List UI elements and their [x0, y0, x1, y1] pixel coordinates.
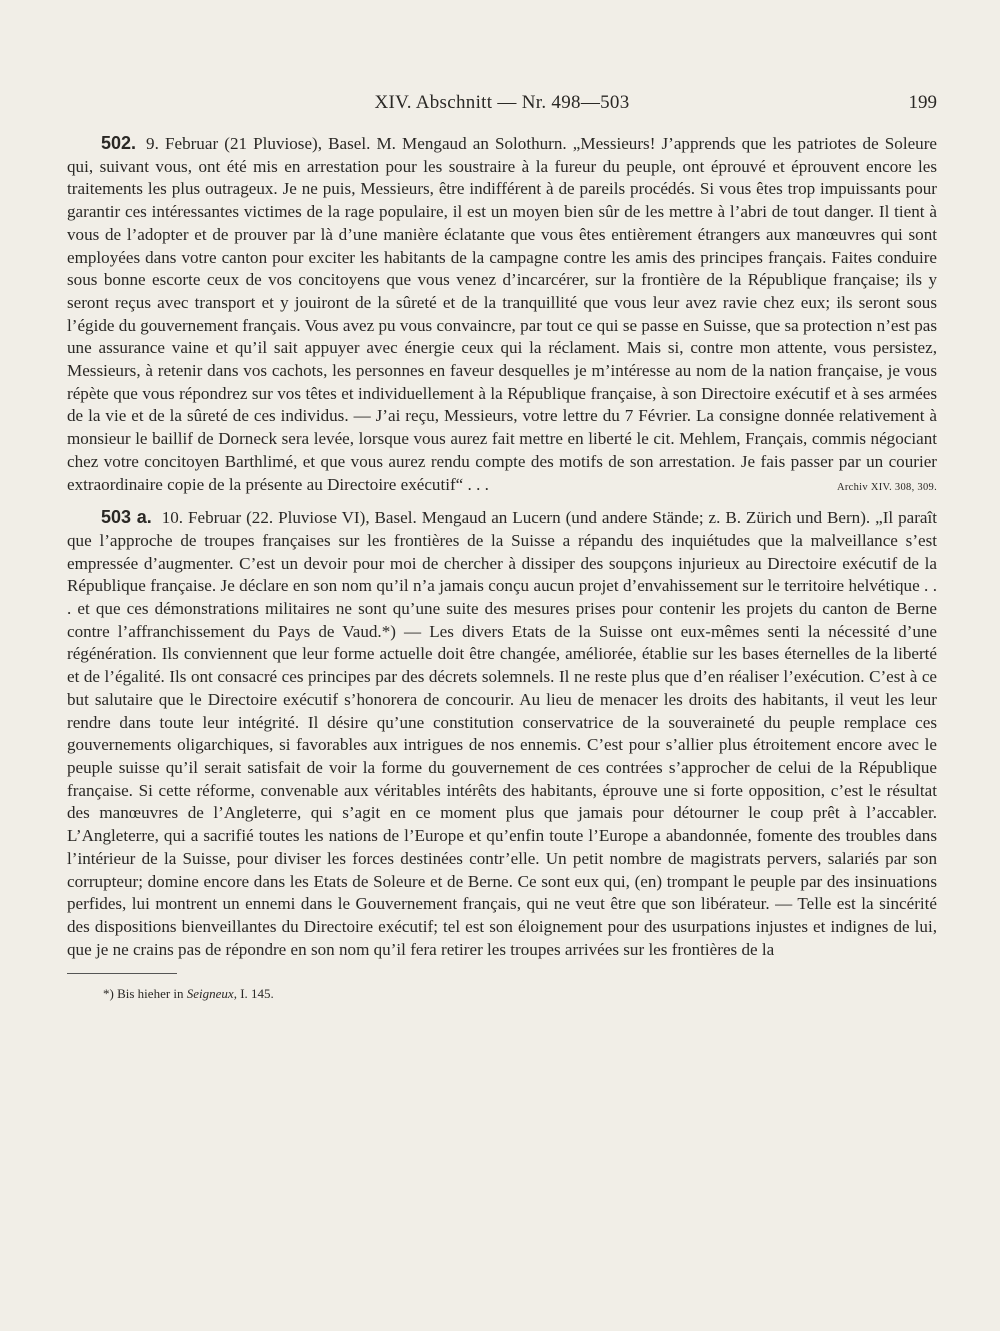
- footnote-reference: *): [381, 621, 396, 641]
- entry-text: 9. Februar (21 Pluviose), Basel. M. Mengaud an Solothurn. „Messieurs! J’apprends que les patriotes de Soleure qui, suivant vous, ont été mis en arrestation pour les soustraire à la fureur du peuple, ont éprouvé et éprouvent encore les traitements les plus outrageux. Je ne puis, Messieurs, être indifférent à de pareils procédés. Si vous êtes trop impuissants pour garantir ces intéressantes victimes de la rage populaire, il est un moyen bien sûr de les mettre à l’abri de tout danger. Il tient à vous de l’adopter et de prouver par là d’une manière éclatante que vous êtes entièrement étrangers aux manœuvres qui sont employées dans votre canton pour exciter les habitants de la campagne contre les amis des principes français. Faites conduire sous bonne escorte ceux de vos concitoyens que vous venez d’incarcérer, sur la frontière de la République française; ils y seront reçus avec transport et y jouiront de la sûreté et de la tranquillité que vous leur avez ravie chez eux; ils seront sous l’égide du gouvernement français. Vous avez pu vous convaincre, par tout ce qui se passe en Suisse, que sa protection n’est pas une assurance vaine et qu’il sait appuyer avec énergie ceux qui la réclament. Mais si, contre mon attente, vous persistez, Messieurs, à retenir dans vos cachots, les personnes en faveur desquelles je m’intéresse au nom de la nation française, je vous répète que vous répondrez sur vos têtes et individuellement à la République française, à son Directoire exécutif et à ses armées de la vie et de la sûreté de ces individus. — J’ai reçu, Messieurs, votre lettre du 7 Février. La consigne donnée relativement à monsieur le baillif de Dorneck sera levée, lorsque vous aurez fait mettre en liberté le cit. Mehlem, Français, commis négociant chez votre concitoyen Barthlimé, et que vous aurez rendu compte des motifs de son arrestation. Je fais passer par un courier extraordinaire copie de la présente au Directoire exécutif“ . . .: [67, 134, 937, 494]
- footnote-mark: *): [103, 986, 114, 1002]
- footnote-divider: [67, 973, 177, 974]
- entry-number: 503 a.: [101, 507, 152, 528]
- running-header: [67, 92, 937, 122]
- footnote-source: Seigneux: [186, 986, 234, 1002]
- archive-reference: Archiv XIV. 308, 309.: [836, 481, 937, 493]
- footnote-text: Bis hieher in: [113, 986, 187, 1002]
- entry-502: [67, 132, 937, 496]
- document-page: [67, 92, 937, 1002]
- entry-text-part-2: — Les divers Etats de la Suisse ont eux-mêmes senti la nécessité d’une régénération. Ils conviennent que leur forme actuelle doit être changée, améliorée, établie sur les bases éternelles de la liberté et de l’égalité. Ils ont consacré ces principes par des décrets solemnels. Il ne reste plus que d’en réaliser l’exécution. C’est à ce but salutaire que le Directoire exécutif s’honorera de concourir. Au lieu de menacer les droits des habitants, il veut les leur rendre dans toute leur intégrité. Il désire qu’une constitution conservatrice de la souveraineté du peuple remplace ces gouvernements oligarchiques, si favorables aux intrigues de nos ennemis. C’est pour s’allier plus étroitement encore avec le peuple suisse qu’il serait satisfait de voir la forme du gouvernement de ces contrées s’approcher de celui de la République française. Si cette réforme, convenable aux véritables intérêts des habitants, éprouve une si forte opposition, c’est le résultat des manœuvres de l’Angleterre, qui s’agit en ce moment plus que jamais pour détourner le coup prêt à l’accabler. L’Angleterre, qui a sacrifié toutes les nations de l’Europe et qu’enfin toute l’Europe a abandonnée, fomente des troubles dans l’intérieur de la Suisse, pour diviser les forces destinées contr’elle. Un petit nombre de magistrats pervers, salariés par son corrupteur; domine encore dans les Etats de Soleure et de Berne. Ce sont eux qui, (en) trompant le peuple par des insinuations perfides, lui montrent un ennemi dans le Gouvernement français, qui ne veut être que son libérateur. — Telle est la sincérité des dispositions bienveillantes du Directoire exécutif; tel est son éloignement pour des usurpations injustes et indignes de lui, que je ne crains pas de répondre en son nom qu’il fera retirer les troupes arrivées sur les frontières de la: [67, 621, 937, 959]
- header-title: XIV. Abschnitt — Nr. 498—503: [374, 92, 630, 113]
- entry-text-part-1: 10. Februar (22. Pluviose VI), Basel. Mengaud an Lucern (und andere Stände; z. B. Zürich und Bern). „Il paraît que l’approche de troupes françaises sur les frontières de la Suisse a répandu des inquiétudes que la malveillance s’est empressée d’augmenter. C’est un devoir pour moi de chercher à dissiper des soupçons injurieux au Directoire exécutif de la République française. Je déclare en son nom qu’il n’a jamais conçu aucun projet d’envahissement sur le territoire helvétique . . . et que ces démonstrations militaires ne sont qu’une suite des mesures prises pour contenir les projets du canton de Berne contre l’affranchissement du Pays de Vaud.: [67, 508, 937, 641]
- entry-number: 502.: [101, 133, 137, 153]
- page-number: 199: [908, 92, 937, 113]
- entry-503a: [67, 506, 937, 961]
- footnote: [103, 986, 937, 1002]
- footnote-text-end: , I. 145.: [233, 986, 274, 1002]
